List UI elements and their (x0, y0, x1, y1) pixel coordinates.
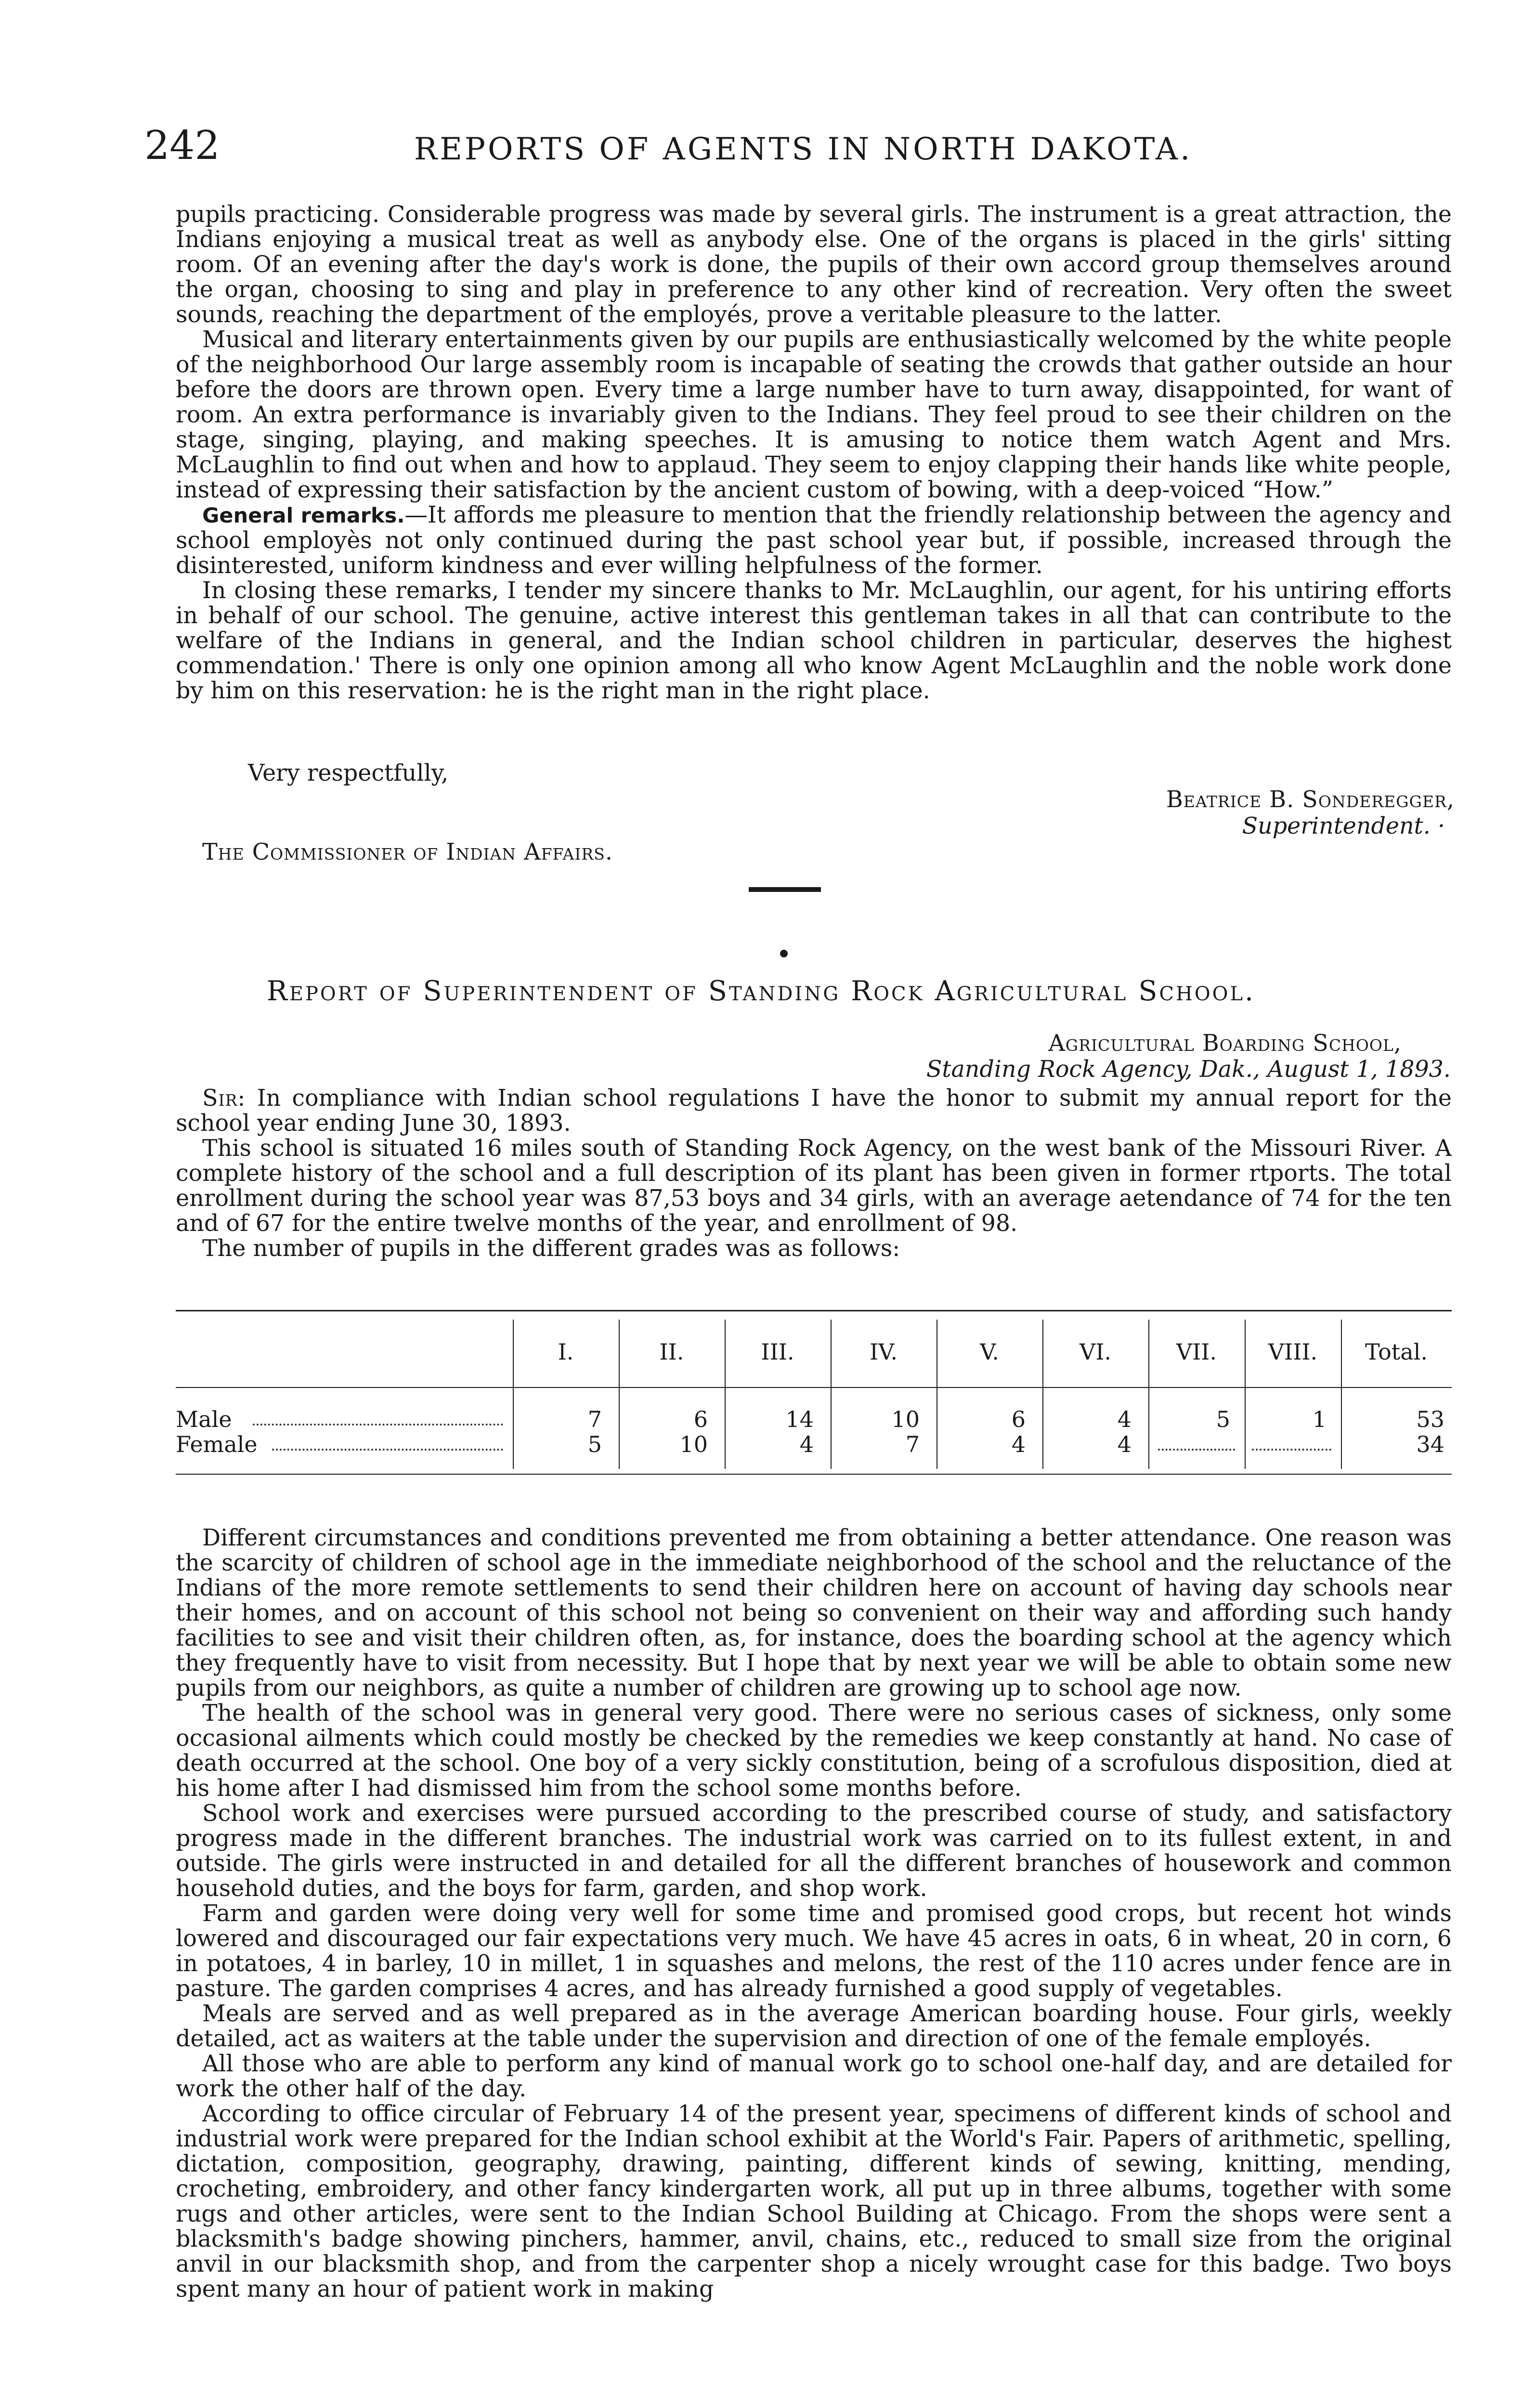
column-header: VIII. (1268, 1339, 1318, 1365)
column-header: V. (980, 1339, 999, 1365)
paragraph: Farm and garden were doing very well for some time and promised good crops, but recent hot winds lowered and discouraged our fair expectations very much. We have 45 acres in oats, 6 in wheat, 20 in corn, 6 in potatoes, 4 in barley, 10 in millet, 1 in squashes and melons, the rest of the 110 acres under fence are in pasture. The garden comprises 4 acres, and has already furnished a good supply of vegetables. (176, 1900, 1452, 2002)
paragraph: The number of pupils in the different grades was as follows: (202, 1235, 900, 1262)
closing-salutation: Very respectfully, (248, 760, 449, 786)
table-cell: 1 (1312, 1406, 1327, 1432)
row-label-female: Female (176, 1431, 258, 1457)
letter-body (176, 202, 1452, 704)
grades-table (176, 1310, 1452, 1474)
paragraph: Musical and literary entertainments given by our pupils are enthusiastically welcomed by the white people of the neighborhood Our large assembly room is incapable of seating the crowds that gather outside an hour before the doors are thrown open. Every time a large number have to turn away, disappointed, for want of room. An extra performance is invariably given to the Indians. They feel proud to see their children on the stage, singing, playing, and making speeches. It is amusing to notice them watch Agent and Mrs. McLaughlin to find out when and how to applaud. They seem to enjoy clapping their hands like white people, instead of expressing their satisfaction by the ancient custom of bowing, with a deep-voiced “How.” (176, 327, 1452, 503)
page-header (144, 123, 1450, 181)
column-header: Total. (1365, 1339, 1428, 1365)
column-header: III. (761, 1339, 794, 1365)
row-label-male: Male (176, 1406, 232, 1432)
column-header: VI. (1079, 1339, 1111, 1365)
paragraph: The health of the school was in general very good. There were no serious cases of sickness, only some occasional ailments which could mostly be checked by the remedies we keep constantly at hand. No case of death occurred at the school. One boy of a very sickly constitution, being of a scrofulous disposition, died at his home after I had dismissed him from the school some months before. (176, 1700, 1452, 1802)
paragraph: Sir: In compliance with Indian school regulations I have the honor to submit my annual report for the school year ending June 30, 1893. (176, 1085, 1452, 1137)
paragraph: In closing these remarks, I tender my sincere thanks to Mr. McLaughlin, our agent, for his untiring efforts in behalf of our school. The genuine, active interest this gentleman takes in all that can contribute to the welfare of the Indians in general, and the Indian school children in particular, deserves the highest commendation.' There is only one opinion among all who know Agent McLaughlin and the noble work done by him on this reservation: he is the right man in the right place. (176, 577, 1452, 704)
table-cell: 4 (799, 1431, 814, 1457)
table-cell: 10 (679, 1431, 708, 1457)
table-cell: 7 (905, 1431, 920, 1457)
leader-dots (253, 1424, 503, 1426)
column-header: VII. (1176, 1339, 1217, 1365)
table-cell: 4 (1011, 1431, 1026, 1457)
dateline-date: Standing Rock Agency, Dak., August 1, 1893. (926, 1056, 1451, 1083)
empty-cell-dots (1158, 1449, 1235, 1451)
report-body (176, 1526, 1452, 2302)
column-header: II. (659, 1339, 684, 1365)
table-cell: 34 (1416, 1431, 1444, 1457)
empty-cell-dots (1252, 1449, 1331, 1451)
report-intro (176, 1086, 1452, 1261)
page-number: 242 (144, 123, 220, 169)
column-header: I. (558, 1339, 574, 1365)
running-head: REPORTS OF AGENTS IN NORTH DAKOTA. (414, 131, 1193, 167)
closing (176, 761, 1452, 786)
table-rule-bottom (176, 1474, 1452, 1475)
addressee: The Commissioner of Indian Affairs. (202, 839, 613, 865)
ornament-dot (780, 950, 788, 957)
table-cell: 14 (785, 1406, 814, 1432)
signature-name: Beatrice B. Sonderegger, (1166, 786, 1455, 813)
salutation: Sir: (202, 1085, 246, 1112)
section-lead: General remarks. (202, 504, 405, 528)
paragraph: General remarks.—It affords me pleasure to mention that the friendly relationship between the agency and school employès not only continued during the past school year but, if possible, increased through the disinterested, uniform kindness and ever willing helpfulness of the former. (176, 502, 1452, 579)
paragraph: pupils practicing. Considerable progress was made by several girls. The instrument is a great attraction, the Indians enjoying a musical treat as well as anybody else. One of the organs is placed in the girls' sitting room. Of an evening after the day's work is done, the pupils of their own accord group themselves around the organ, choosing to sing and play in preference to any other kind of recreation. Very often the sweet sounds, reaching the department of the employés, prove a veritable pleasure to the latter. (176, 201, 1452, 328)
paragraph: Different circumstances and conditions prevented me from obtaining a better attendance. One reason was the scarcity of children of school age in the immediate neighborhood of the school and the reluctance of the Indians of the more remote settlements to send their children here on account of having day schools near their homes, and on account of this school not being so convenient on their way and affording such handy facilities to see and visit their children often, as, for instance, does the boarding school at the agency which they frequently have to visit from necessity. But I hope that by next year we will be able to obtain some new pupils from our neighbors, as quite a number of children are growing up to school age now. (176, 1525, 1452, 1701)
report-title: Report of Superintendent of Standing Rock Agricultural School. (266, 975, 1256, 1007)
paragraph: All those who are able to perform any kind of manual work go to school one-half day, and are detailed for work the other half of the day. (176, 2051, 1452, 2102)
dateline-place: Agricultural Boarding School, (1048, 1030, 1402, 1057)
paragraph: School work and exercises were pursued according to the prescribed course of study, and satisfactory progress made in the different branches. The industrial work was carried on to its fullest extent, in and outside. The girls were instructed in and detailed for all the different branches of housework and common household duties, and the boys for farm, garden, and shop work. (176, 1800, 1452, 1902)
table-rule-header (176, 1387, 1452, 1388)
table-cell: 7 (587, 1406, 602, 1432)
table-cell: 10 (891, 1406, 920, 1432)
table-cell: 5 (587, 1431, 602, 1457)
column-header: IV. (870, 1339, 898, 1365)
signature-title: Superintendent. · (1242, 813, 1445, 839)
table-rule-top (176, 1310, 1452, 1311)
table-cell: 6 (693, 1406, 708, 1432)
table-cell: 5 (1216, 1406, 1230, 1432)
leader-dots (272, 1449, 503, 1451)
paragraph: Meals are served and as well prepared as in the average American boarding house. Four girls, weekly detailed, act as waiters at the table under the supervision and direction of one of the female employés. (176, 2001, 1452, 2052)
table-cell: 4 (1117, 1406, 1132, 1432)
section-divider (749, 887, 821, 892)
table-cell: 53 (1416, 1406, 1444, 1432)
table-cell: 6 (1011, 1406, 1026, 1432)
table-cell: 4 (1117, 1431, 1132, 1457)
paragraph: According to office circular of February 14 of the present year, specimens of different kinds of school and industrial work were prepared for the Indian school exhibit at the World's Fair. Papers of arithmetic, spelling, dictation, composition, geography, drawing, painting, different kinds of sewing, knitting, mending, crocheting, embroidery, and other fancy kindergarten work, all put up in three albums, together with some rugs and other articles, were sent to the Indian School Building at Chicago. From the shops were sent a blacksmith's badge showing pinchers, hammer, anvil, chains, etc., reduced to small size from the original anvil in our blacksmith shop, and from the carpenter shop a nicely wrought case for this badge. Two boys spent many an hour of patient work in making (176, 2101, 1452, 2303)
paragraph: This school is situated 16 miles south of Standing Rock Agency, on the west bank of the Missouri River. A complete history of the school and a full description of its plant has been given in former rtports. The total enrollment during the school year was 87,53 boys and 34 girls, with an average aetendance of 74 for the ten and of 67 for the entire twelve months of the year, and enrollment of 98. (176, 1135, 1452, 1237)
